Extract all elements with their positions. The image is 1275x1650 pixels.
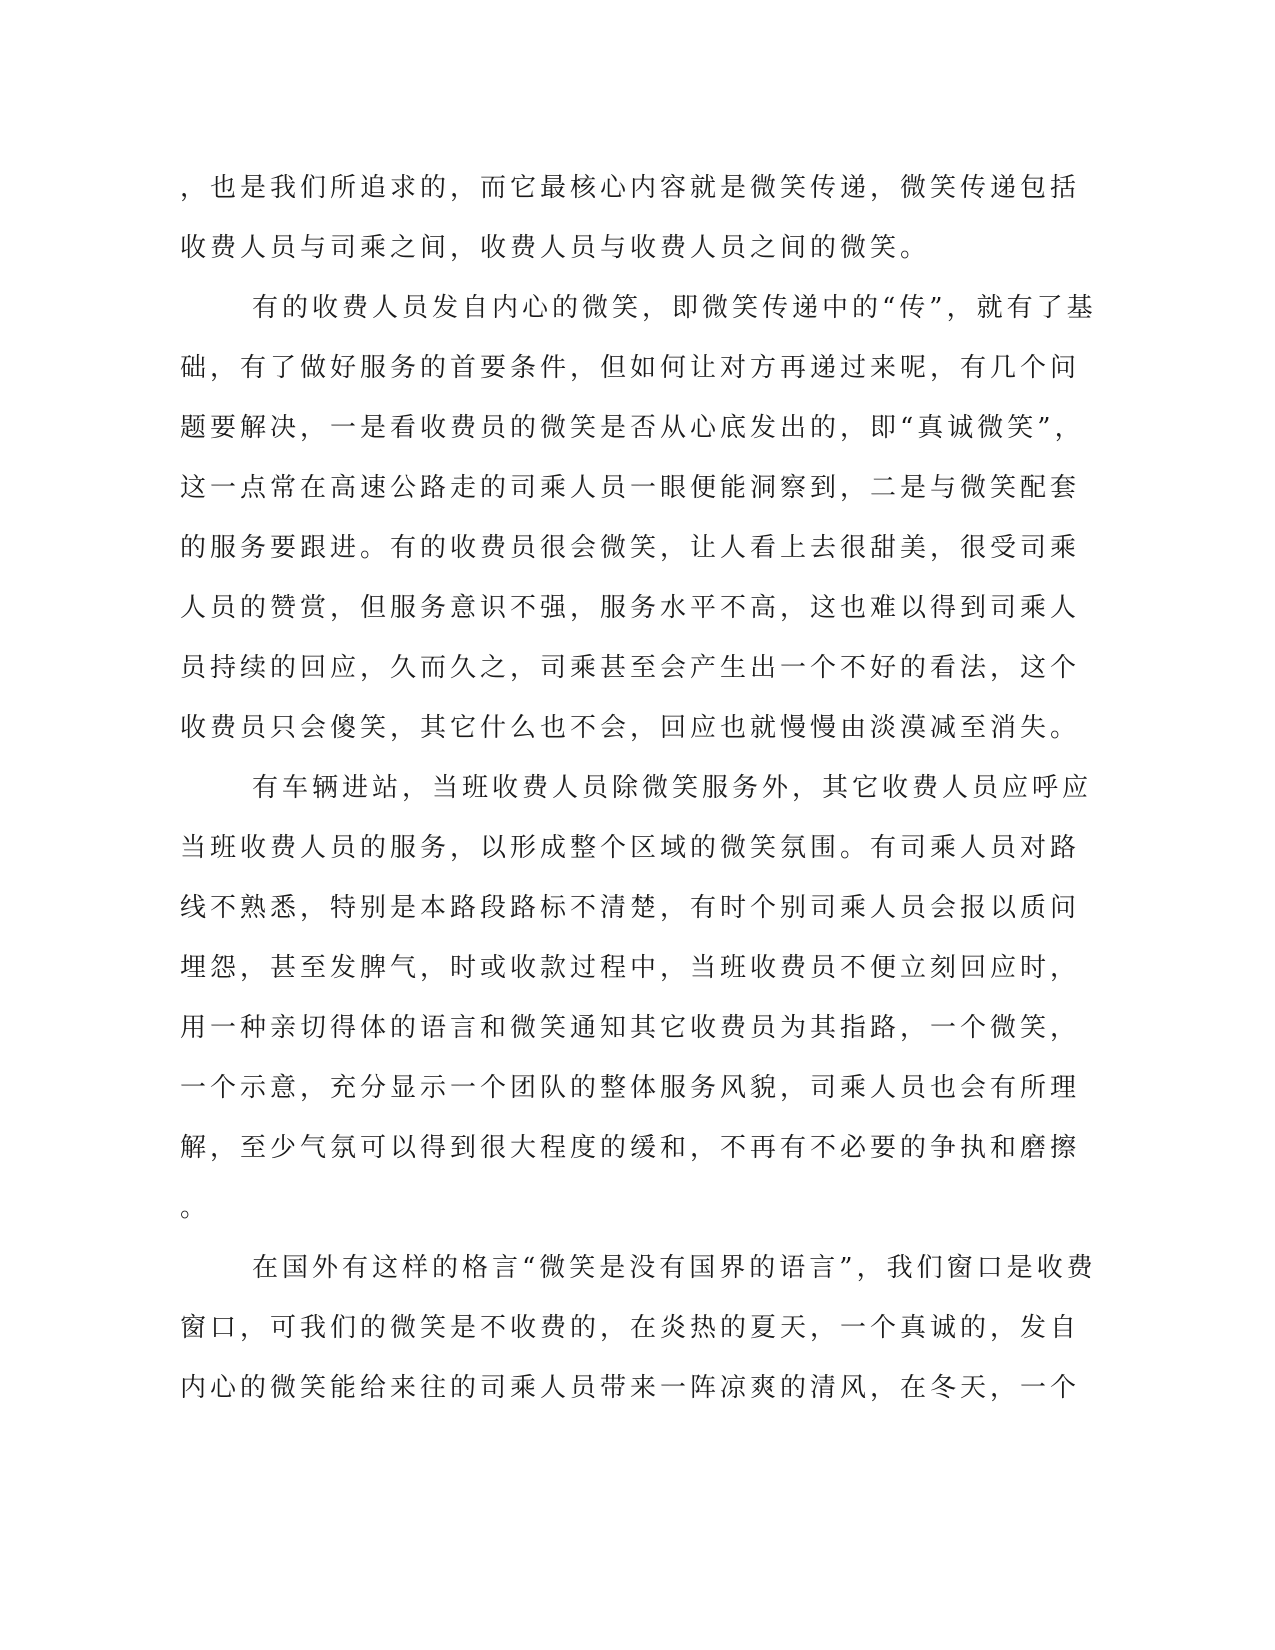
- text-line: 题要解决，一是看收费员的微笑是否从心底发出的，即“真诚微笑”，: [180, 413, 1085, 443]
- text-line: 础，有了做好服务的首要条件，但如何让对方再递过来呢，有几个问: [180, 353, 1081, 383]
- text-line: 。: [180, 1193, 211, 1223]
- text-line: 线不熟悉，特别是本路段路标不清楚，有时个别司乘人员会报以质问: [180, 893, 1081, 923]
- text-line: 当班收费人员的服务，以形成整个区域的微笑氛围。有司乘人员对路: [180, 833, 1081, 863]
- text-line: 内心的微笑能给来往的司乘人员带来一阵凉爽的清风，在冬天，一个: [180, 1373, 1081, 1403]
- text-line: 一个示意，充分显示一个团队的整体服务风貌，司乘人员也会有所理: [180, 1073, 1081, 1103]
- text-line: ，也是我们所追求的，而它最核心内容就是微笑传递，微笑传递包括: [180, 173, 1081, 203]
- text-line: 在国外有这样的格言“微笑是没有国界的语言”，我们窗口是收费: [252, 1253, 1097, 1283]
- text-line: 的服务要跟进。有的收费员很会微笑，让人看上去很甜美，很受司乘: [180, 533, 1081, 563]
- text-line: 收费人员与司乘之间，收费人员与收费人员之间的微笑。: [180, 233, 931, 263]
- text-line: 有车辆进站，当班收费人员除微笑服务外，其它收费人员应呼应: [252, 773, 1093, 803]
- text-line: 收费员只会傻笑，其它什么也不会，回应也就慢慢由淡漠减至消失。: [180, 713, 1081, 743]
- text-line: 窗口，可我们的微笑是不收费的，在炎热的夏天，一个真诚的，发自: [180, 1313, 1081, 1343]
- document-body: [180, 158, 1097, 1418]
- text-line: 员持续的回应，久而久之，司乘甚至会产生出一个不好的看法，这个: [180, 653, 1081, 683]
- text-line: 埋怨，甚至发脾气，时或收款过程中，当班收费员不便立刻回应时，: [180, 953, 1081, 983]
- text-line: 用一种亲切得体的语言和微笑通知其它收费员为其指路，一个微笑，: [180, 1013, 1081, 1043]
- text-line: 有的收费人员发自内心的微笑，即微笑传递中的“传”，就有了基: [252, 293, 1097, 323]
- text-line: 这一点常在高速公路走的司乘人员一眼便能洞察到，二是与微笑配套: [180, 473, 1081, 503]
- text-line: 解，至少气氛可以得到很大程度的缓和，不再有不必要的争执和磨擦: [180, 1133, 1081, 1163]
- text-line: 人员的赞赏，但服务意识不强，服务水平不高，这也难以得到司乘人: [180, 593, 1081, 623]
